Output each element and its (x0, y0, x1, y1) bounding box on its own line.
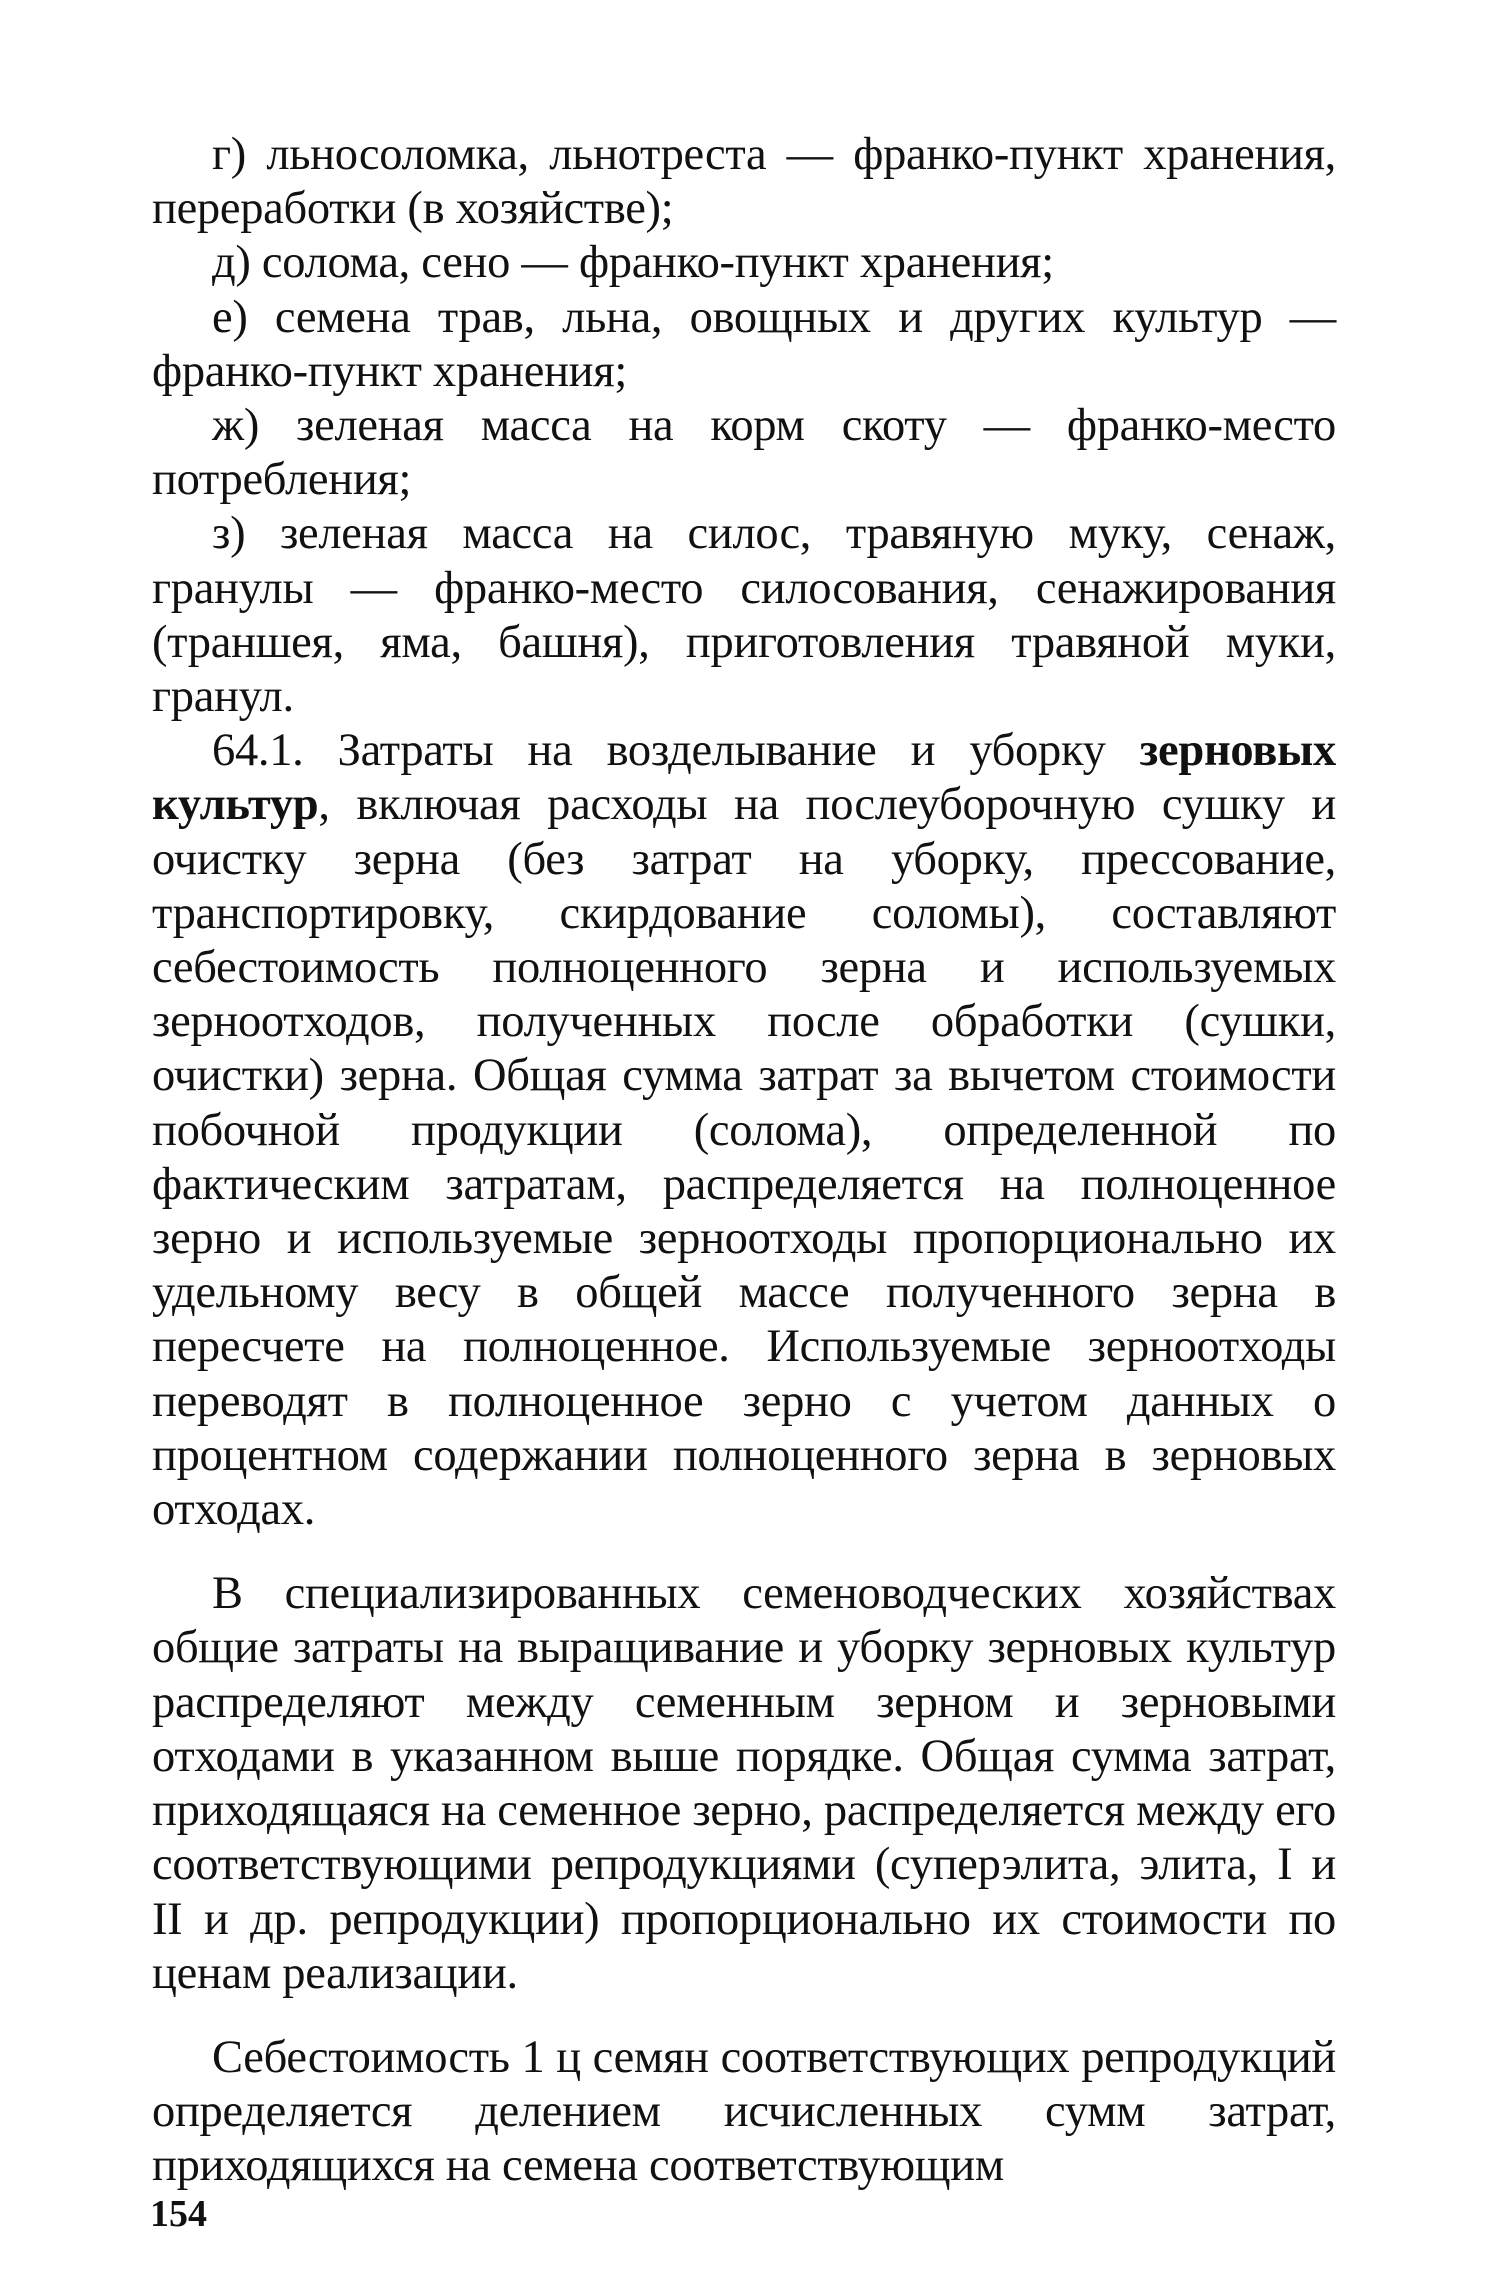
seed-farms-paragraph: В специализированных семеноводческих хозяйствах общие затраты на выращивание и уборку зерновых культур распределяют между семенным зерном и зерновыми отходами в указанном выше порядке. Общая сумма затрат, приходящаяся на семенное зерно, распределяется между его соответствующими репродукциями (суперэлита, элита, I и II и др. репродукции) пропорционально их стоимости по ценам реализации. (152, 1568, 1336, 1999)
section-64-1-paragraph (152, 724, 1336, 1537)
body-text (152, 128, 1336, 2194)
list-item-d: д) солома, сено — франко-пункт хранения; (212, 237, 1054, 289)
page-number: 154 (150, 2193, 207, 2235)
list-item-g: г) льносоломка, льнотреста — франко-пункт хранения, переработки (в хозяйстве); (152, 129, 1336, 235)
list-item-e: е) семена трав, льна, овощных и других культур — франко-пункт хранения; (152, 291, 1336, 397)
list-item-zh: ж) зеленая масса на корм скоту — франко-место потребления; (152, 400, 1336, 506)
cost-paragraph: Себестоимость 1 ц семян соответствующих репродукций определяется делением исчисленных сумм затрат, приходящихся на семена соответствующим (152, 2031, 1336, 2192)
section-lead: 64.1. Затраты на возделывание и уборку (212, 725, 1140, 777)
list-item-z: з) зеленая масса на силос, травяную муку, сенаж, гранулы — франко-место силосования, сенажирования (траншея, яма, башня), приготовления травяной муки, гранул. (152, 508, 1336, 723)
section-body: , включая расходы на послеуборочную сушку и очистку зерна (без затрат на уборку, прессование, транспортировку, скирдование соломы), составляют себестоимость полноценного зерна и используемых зерноотходов, полученных после обработки (сушки, очистки) зерна. Общая сумма затрат за вычетом стоимости побочной продукции (солома), определенной по фактическим затратам, распределяется на полноценное зерно и используемые зерноотходы пропорционально их удельному весу в общей массе полученного зерна в пересчете на полноценное. Используемые зерноотходы переводят в полноценное зерно с учетом данных о процентном содержании полноценного зерна в зерновых отходах. (152, 779, 1336, 1536)
bold-term-grain-crops: зерновых культур (152, 725, 1336, 831)
